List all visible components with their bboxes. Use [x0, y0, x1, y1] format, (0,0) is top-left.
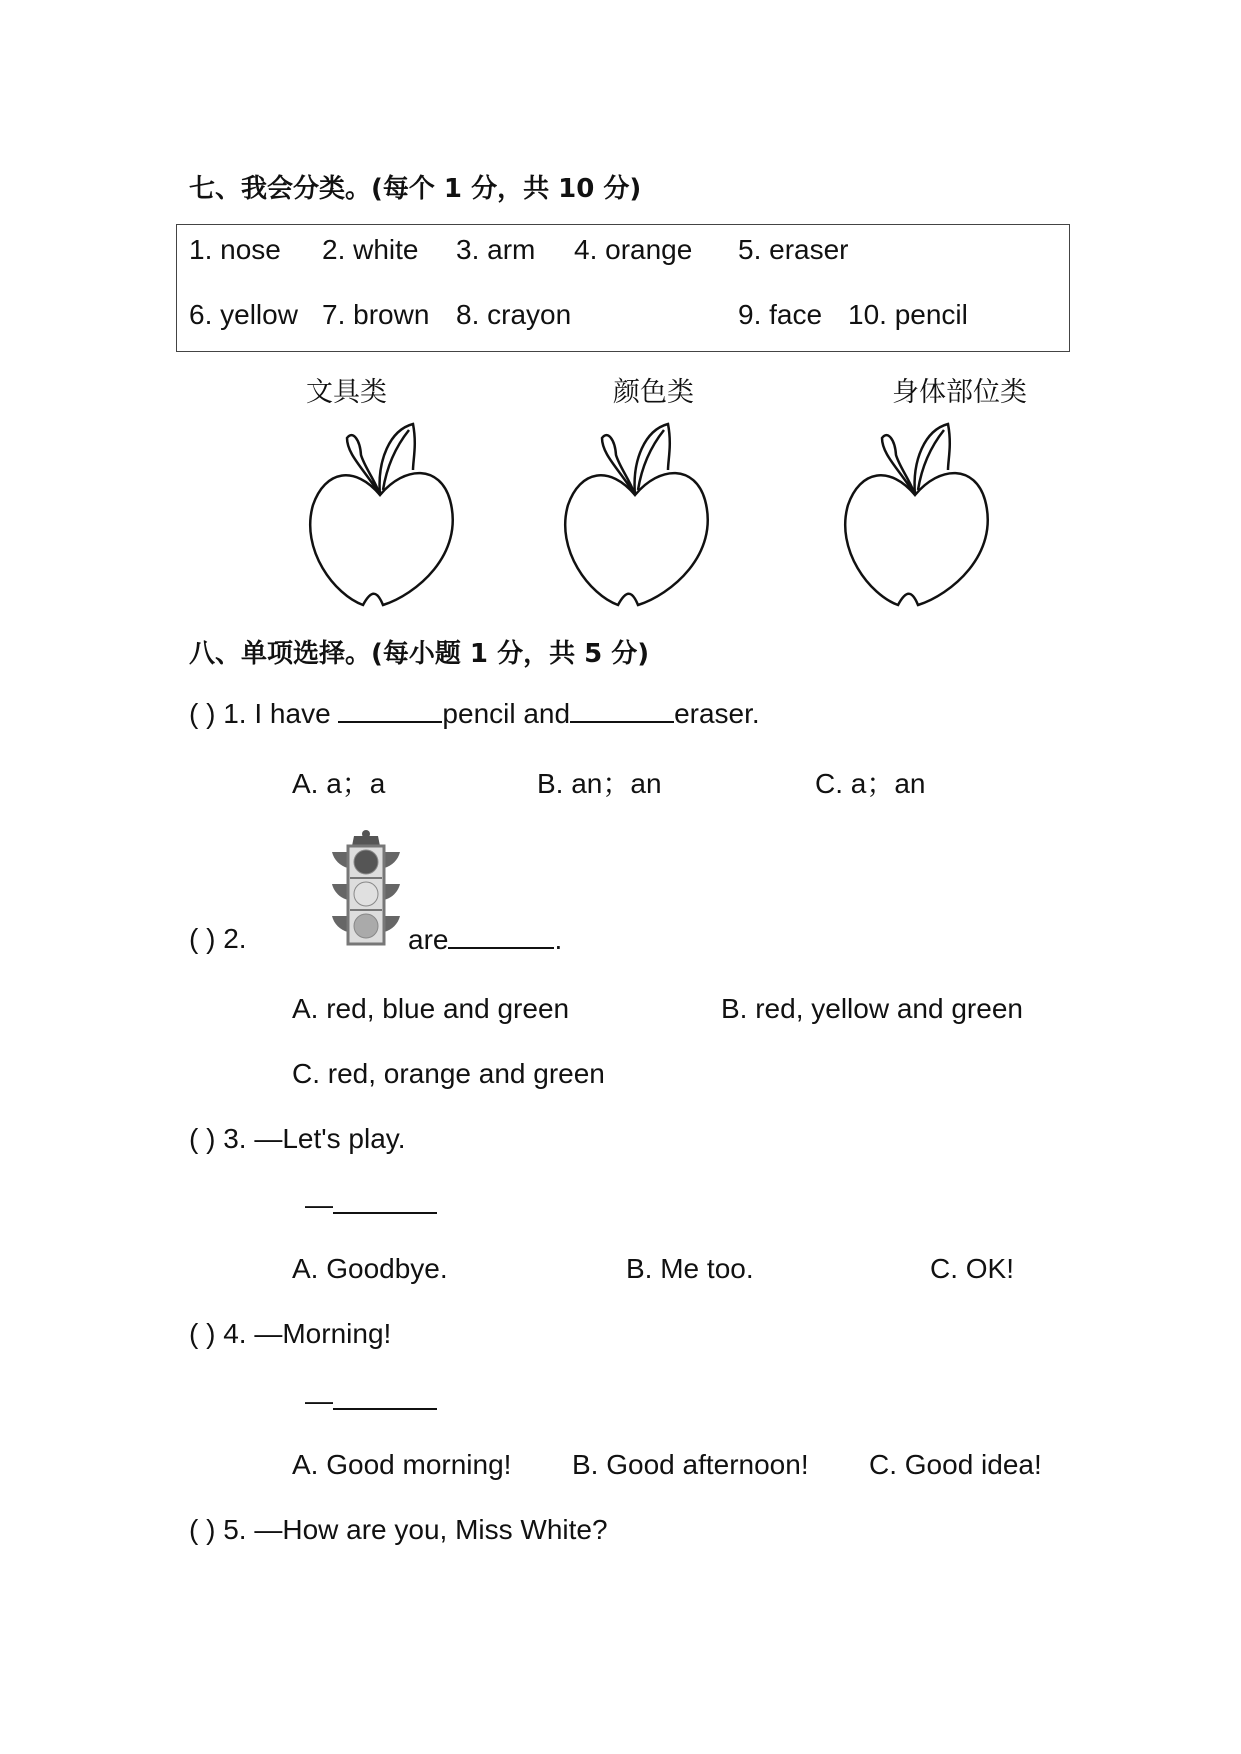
blank-line[interactable]: [338, 697, 442, 723]
word-4: 4. orange: [574, 234, 693, 265]
traffic-light-icon: [328, 828, 404, 946]
question-number: 3.: [223, 1123, 247, 1154]
q3-option-a[interactable]: A. Goodbye.: [292, 1253, 448, 1284]
question-number: 2.: [223, 923, 247, 954]
question-number: 5.: [223, 1514, 247, 1545]
word-6: 6. yellow: [189, 299, 298, 330]
q2-option-c[interactable]: C. red, orange and green: [292, 1058, 605, 1089]
category-colors: 颜色类: [613, 377, 694, 408]
section-8-title: 八、单项选择。(每小题 1 分，共 5 分): [189, 639, 650, 669]
apple-outline-icon[interactable]: [560, 420, 720, 610]
word-2: 2. white: [322, 234, 419, 265]
word-1: 1. nose: [189, 234, 281, 265]
question-number: 4.: [223, 1318, 247, 1349]
word-5: 5. eraser: [738, 234, 849, 265]
question-text: pencil and: [442, 698, 571, 729]
category-body-parts: 身体部位类: [892, 377, 1027, 408]
section-7-title: 七、我会分类。(每个 1 分，共 10 分): [189, 174, 642, 204]
answer-paren[interactable]: ( ): [189, 1123, 216, 1154]
question-number: 1.: [223, 698, 247, 729]
question-2-prefix: [189, 923, 247, 955]
question-text: I have: [254, 698, 339, 729]
word-3: 3. arm: [456, 234, 536, 265]
apple-outline-icon[interactable]: [840, 420, 1000, 610]
q1-option-c[interactable]: C. a；an: [815, 768, 926, 799]
question-text: eraser.: [674, 698, 760, 729]
blank-line[interactable]: [333, 1188, 437, 1214]
word-7: 7. brown: [322, 299, 430, 330]
q1-option-a[interactable]: A. a；a: [292, 768, 386, 799]
word-9: 9. face: [738, 299, 823, 330]
blank-line[interactable]: [570, 697, 674, 723]
reply-dash: —: [305, 1385, 333, 1416]
blank-line[interactable]: [448, 923, 554, 949]
question-text: —How are you, Miss White?: [254, 1514, 608, 1545]
question-text: .: [554, 924, 563, 955]
question-5: [189, 1514, 608, 1546]
question-1: [189, 697, 760, 730]
question-text: —Let's play.: [254, 1123, 406, 1154]
q4-option-b[interactable]: B. Good afternoon!: [572, 1449, 809, 1480]
answer-paren[interactable]: ( ): [189, 923, 216, 954]
question-text: are: [408, 924, 449, 955]
word-10: 10. pencil: [848, 299, 968, 330]
q3-option-b[interactable]: B. Me too.: [626, 1253, 754, 1284]
question-2-text: [408, 923, 562, 956]
answer-paren[interactable]: ( ): [189, 698, 216, 729]
q4-reply: [305, 1384, 437, 1417]
reply-dash: —: [305, 1189, 333, 1220]
q1-option-b[interactable]: B. an；an: [537, 768, 662, 799]
q3-reply: [305, 1188, 437, 1221]
q4-option-c[interactable]: C. Good idea!: [869, 1449, 1042, 1480]
q4-option-a[interactable]: A. Good morning!: [292, 1449, 512, 1480]
category-stationery: 文具类: [306, 377, 387, 408]
q3-option-c[interactable]: C. OK!: [930, 1253, 1015, 1284]
question-3: [189, 1123, 405, 1155]
q2-option-b[interactable]: B. red, yellow and green: [721, 993, 1023, 1024]
answer-paren[interactable]: ( ): [189, 1514, 216, 1545]
blank-line[interactable]: [333, 1384, 437, 1410]
question-4: [189, 1318, 391, 1350]
question-text: —Morning!: [254, 1318, 392, 1349]
word-8: 8. crayon: [456, 299, 572, 330]
answer-paren[interactable]: ( ): [189, 1318, 216, 1349]
apple-outline-icon[interactable]: [305, 420, 465, 610]
q2-option-a[interactable]: A. red, blue and green: [292, 993, 570, 1024]
